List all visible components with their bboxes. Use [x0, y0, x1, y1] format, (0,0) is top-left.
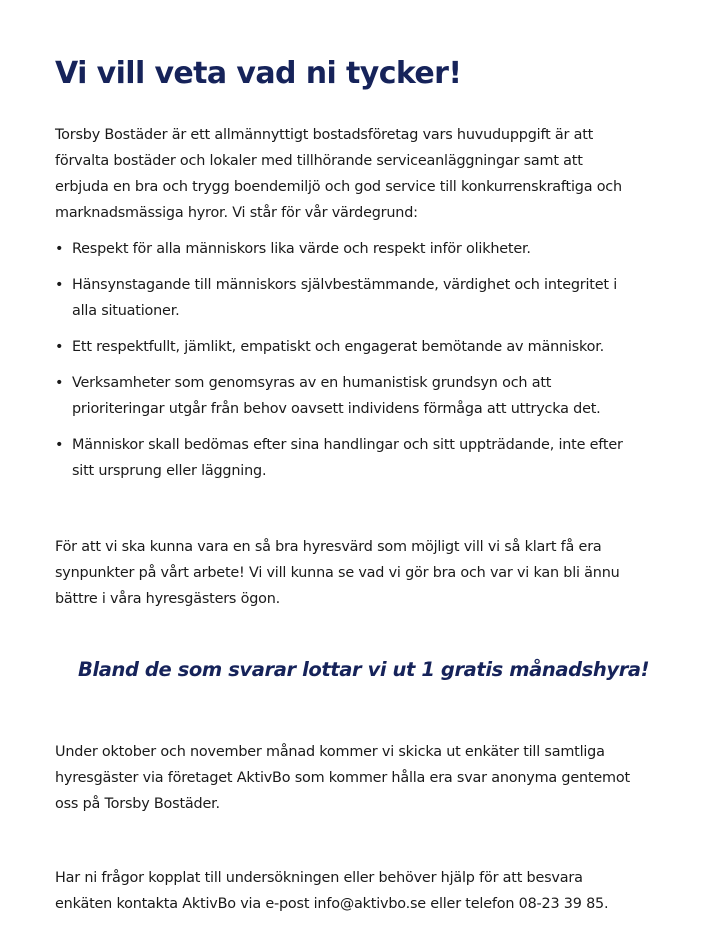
list-item-line: Ett respektfullt, jämlikt, empatiskt och engagerat bemötande av människor.	[72, 339, 605, 355]
intro-line: erbjuda en bra och trygg boendemiljö och god service till konkurrenskraftiga och	[55, 179, 622, 195]
intro-line: Torsby Bostäder är ett allmännyttigt bostadsföretag vars huvuduppgift är att	[55, 127, 594, 143]
prize-highlight: Bland de som svarar lottar vi ut 1 gratis månadshyra!	[78, 658, 650, 681]
paragraph-line: bättre i våra hyresgästers ögon.	[55, 591, 281, 607]
values-list-item	[55, 432, 655, 484]
values-list-item	[55, 334, 655, 360]
list-item-line: Respekt för alla människors lika värde och respekt inför olikheter.	[72, 241, 531, 257]
list-item-line: prioriteringar utgår från behov oavsett individens förmåga att uttrycka det.	[72, 401, 601, 417]
paragraph-line: Har ni frågor kopplat till undersökningen eller behöver hjälp för att besvara	[55, 870, 583, 886]
bullet-icon: •	[55, 437, 64, 453]
paragraph-line: oss på Torsby Bostäder.	[55, 796, 220, 812]
list-item-line: alla situationer.	[72, 303, 180, 319]
values-list-item	[55, 370, 655, 422]
contact-paragraph	[55, 865, 655, 917]
list-item-line: Verksamheter som genomsyras av en humanistisk grundsyn och att	[72, 375, 552, 391]
bullet-icon: •	[55, 339, 64, 355]
paragraph-line: enkäten kontakta AktivBo via e-post info@aktivbo.se eller telefon 08-23 39 85.	[55, 896, 609, 912]
list-item-line: Hänsynstagande till människors självbestämmande, värdighet och integritet i	[72, 277, 618, 293]
paragraph-line: För att vi ska kunna vara en så bra hyresvärd som möjligt vill vi så klart få era	[55, 539, 602, 555]
intro-paragraph	[55, 122, 655, 226]
intro-line: marknadsmässiga hyror. Vi står för vår värdegrund:	[55, 205, 418, 221]
paragraph-line: Under oktober och november månad kommer vi skicka ut enkäter till samtliga	[55, 744, 605, 760]
values-list-item	[55, 272, 655, 324]
bullet-icon: •	[55, 277, 64, 293]
intro-line: förvalta bostäder och lokaler med tillhörande serviceanläggningar samt att	[55, 153, 583, 169]
page-title: Vi vill veta vad ni tycker!	[55, 56, 462, 91]
bullet-icon: •	[55, 241, 64, 257]
feedback-paragraph	[55, 534, 655, 612]
survey-info-paragraph	[55, 739, 655, 817]
bullet-icon: •	[55, 375, 64, 391]
paragraph-line: synpunkter på vårt arbete! Vi vill kunna se vad vi gör bra och var vi kan bli ännu	[55, 565, 620, 581]
values-list-item	[55, 236, 655, 262]
paragraph-line: hyresgäster via företaget AktivBo som kommer hålla era svar anonyma gentemot	[55, 770, 630, 786]
values-list	[55, 236, 655, 494]
list-item-line: Människor skall bedömas efter sina handlingar och sitt uppträdande, inte efter	[72, 437, 623, 453]
list-item-line: sitt ursprung eller läggning.	[72, 463, 267, 479]
